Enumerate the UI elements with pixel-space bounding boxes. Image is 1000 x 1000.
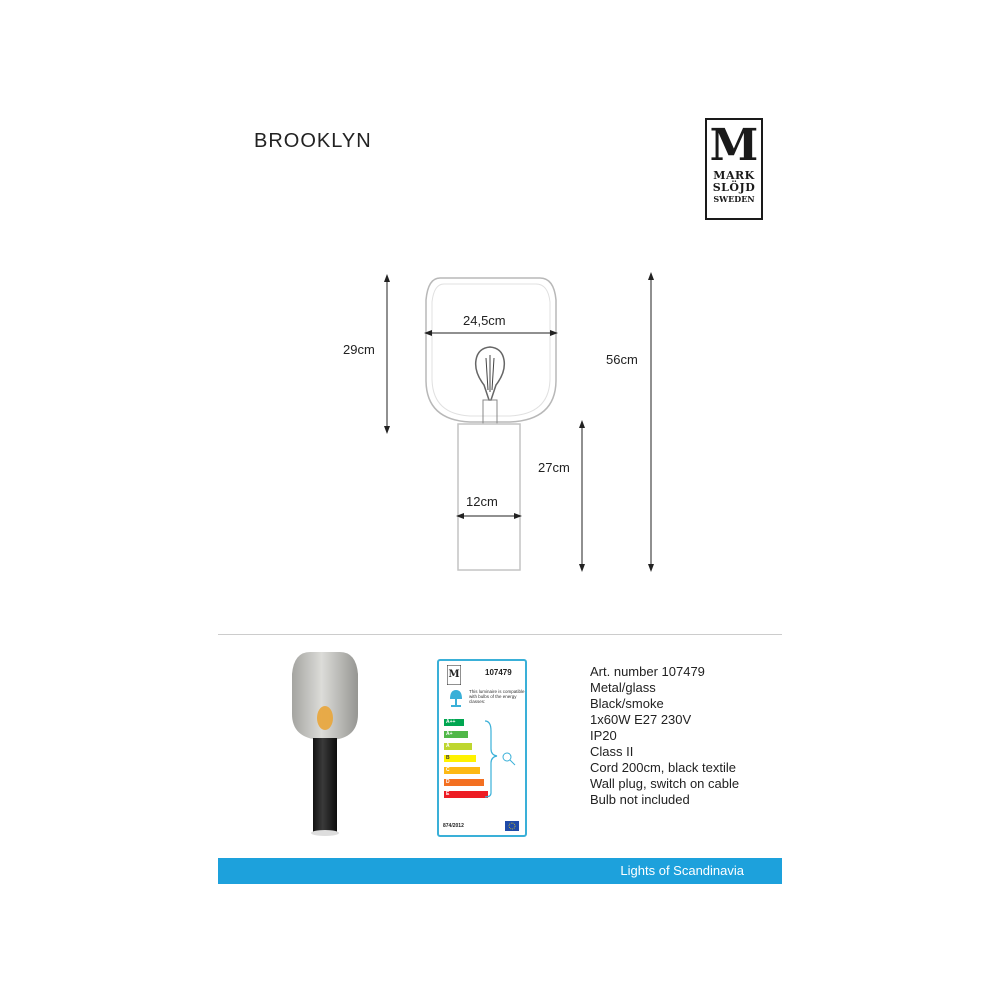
- energy-class-bar: B: [444, 755, 476, 762]
- spec-item: Cord 200cm, black textile: [590, 760, 736, 775]
- total-height-label: 56cm: [606, 352, 638, 367]
- spec-item: Art. number 107479: [590, 664, 705, 679]
- section-divider: [218, 634, 782, 635]
- spec-item: IP20: [590, 728, 617, 743]
- spec-item: Wall plug, switch on cable: [590, 776, 740, 791]
- svg-text:M: M: [448, 669, 460, 680]
- compatibility-text: This luminaire is compatible with bulbs of the energy classes:: [469, 689, 525, 704]
- energy-class-bar: A++: [444, 719, 464, 726]
- energy-class-bar: C: [444, 767, 480, 774]
- bulb-filament: [486, 355, 494, 392]
- spec-item: Bulb not included: [590, 792, 690, 807]
- spec-item: Metal/glass: [590, 680, 656, 695]
- brand-line-1: MARK: [713, 169, 755, 182]
- eu-flag-icon: [505, 821, 519, 831]
- base-height-label: 27cm: [538, 460, 570, 475]
- product-title: BROOKLYN: [254, 130, 372, 152]
- brand-mark: M: [709, 120, 759, 171]
- regulation-number: 874/2012: [443, 823, 464, 829]
- footer-tagline: Lights of Scandinavia: [620, 863, 744, 878]
- brand-mini-logo: [447, 665, 461, 685]
- shade-inner: [432, 284, 550, 416]
- energy-label: [437, 659, 527, 837]
- brand-line-2: SLÖJD: [712, 181, 756, 194]
- compatible-range-bracket: [483, 719, 523, 799]
- footer-bar: [218, 858, 782, 884]
- shade-width-label: 24,5cm: [463, 313, 506, 328]
- bulb-socket: [483, 400, 497, 424]
- spec-item: 1x60W E27 230V: [590, 712, 692, 727]
- energy-article-number: 107479: [485, 668, 512, 677]
- product-photo: [280, 646, 370, 844]
- base-width-label: 12cm: [466, 494, 498, 509]
- energy-class-bar: D: [444, 779, 484, 786]
- spec-item: Black/smoke: [590, 696, 664, 711]
- energy-class-bar: E: [444, 791, 488, 798]
- energy-class-bar: A: [444, 743, 472, 750]
- spec-item: Class II: [590, 744, 634, 759]
- spec-list: [590, 664, 739, 808]
- lamp-icon: [447, 689, 465, 709]
- brand-line-3: SWEDEN: [713, 194, 755, 204]
- shade-height-label: 29cm: [343, 342, 375, 357]
- energy-class-bar: A+: [444, 731, 468, 738]
